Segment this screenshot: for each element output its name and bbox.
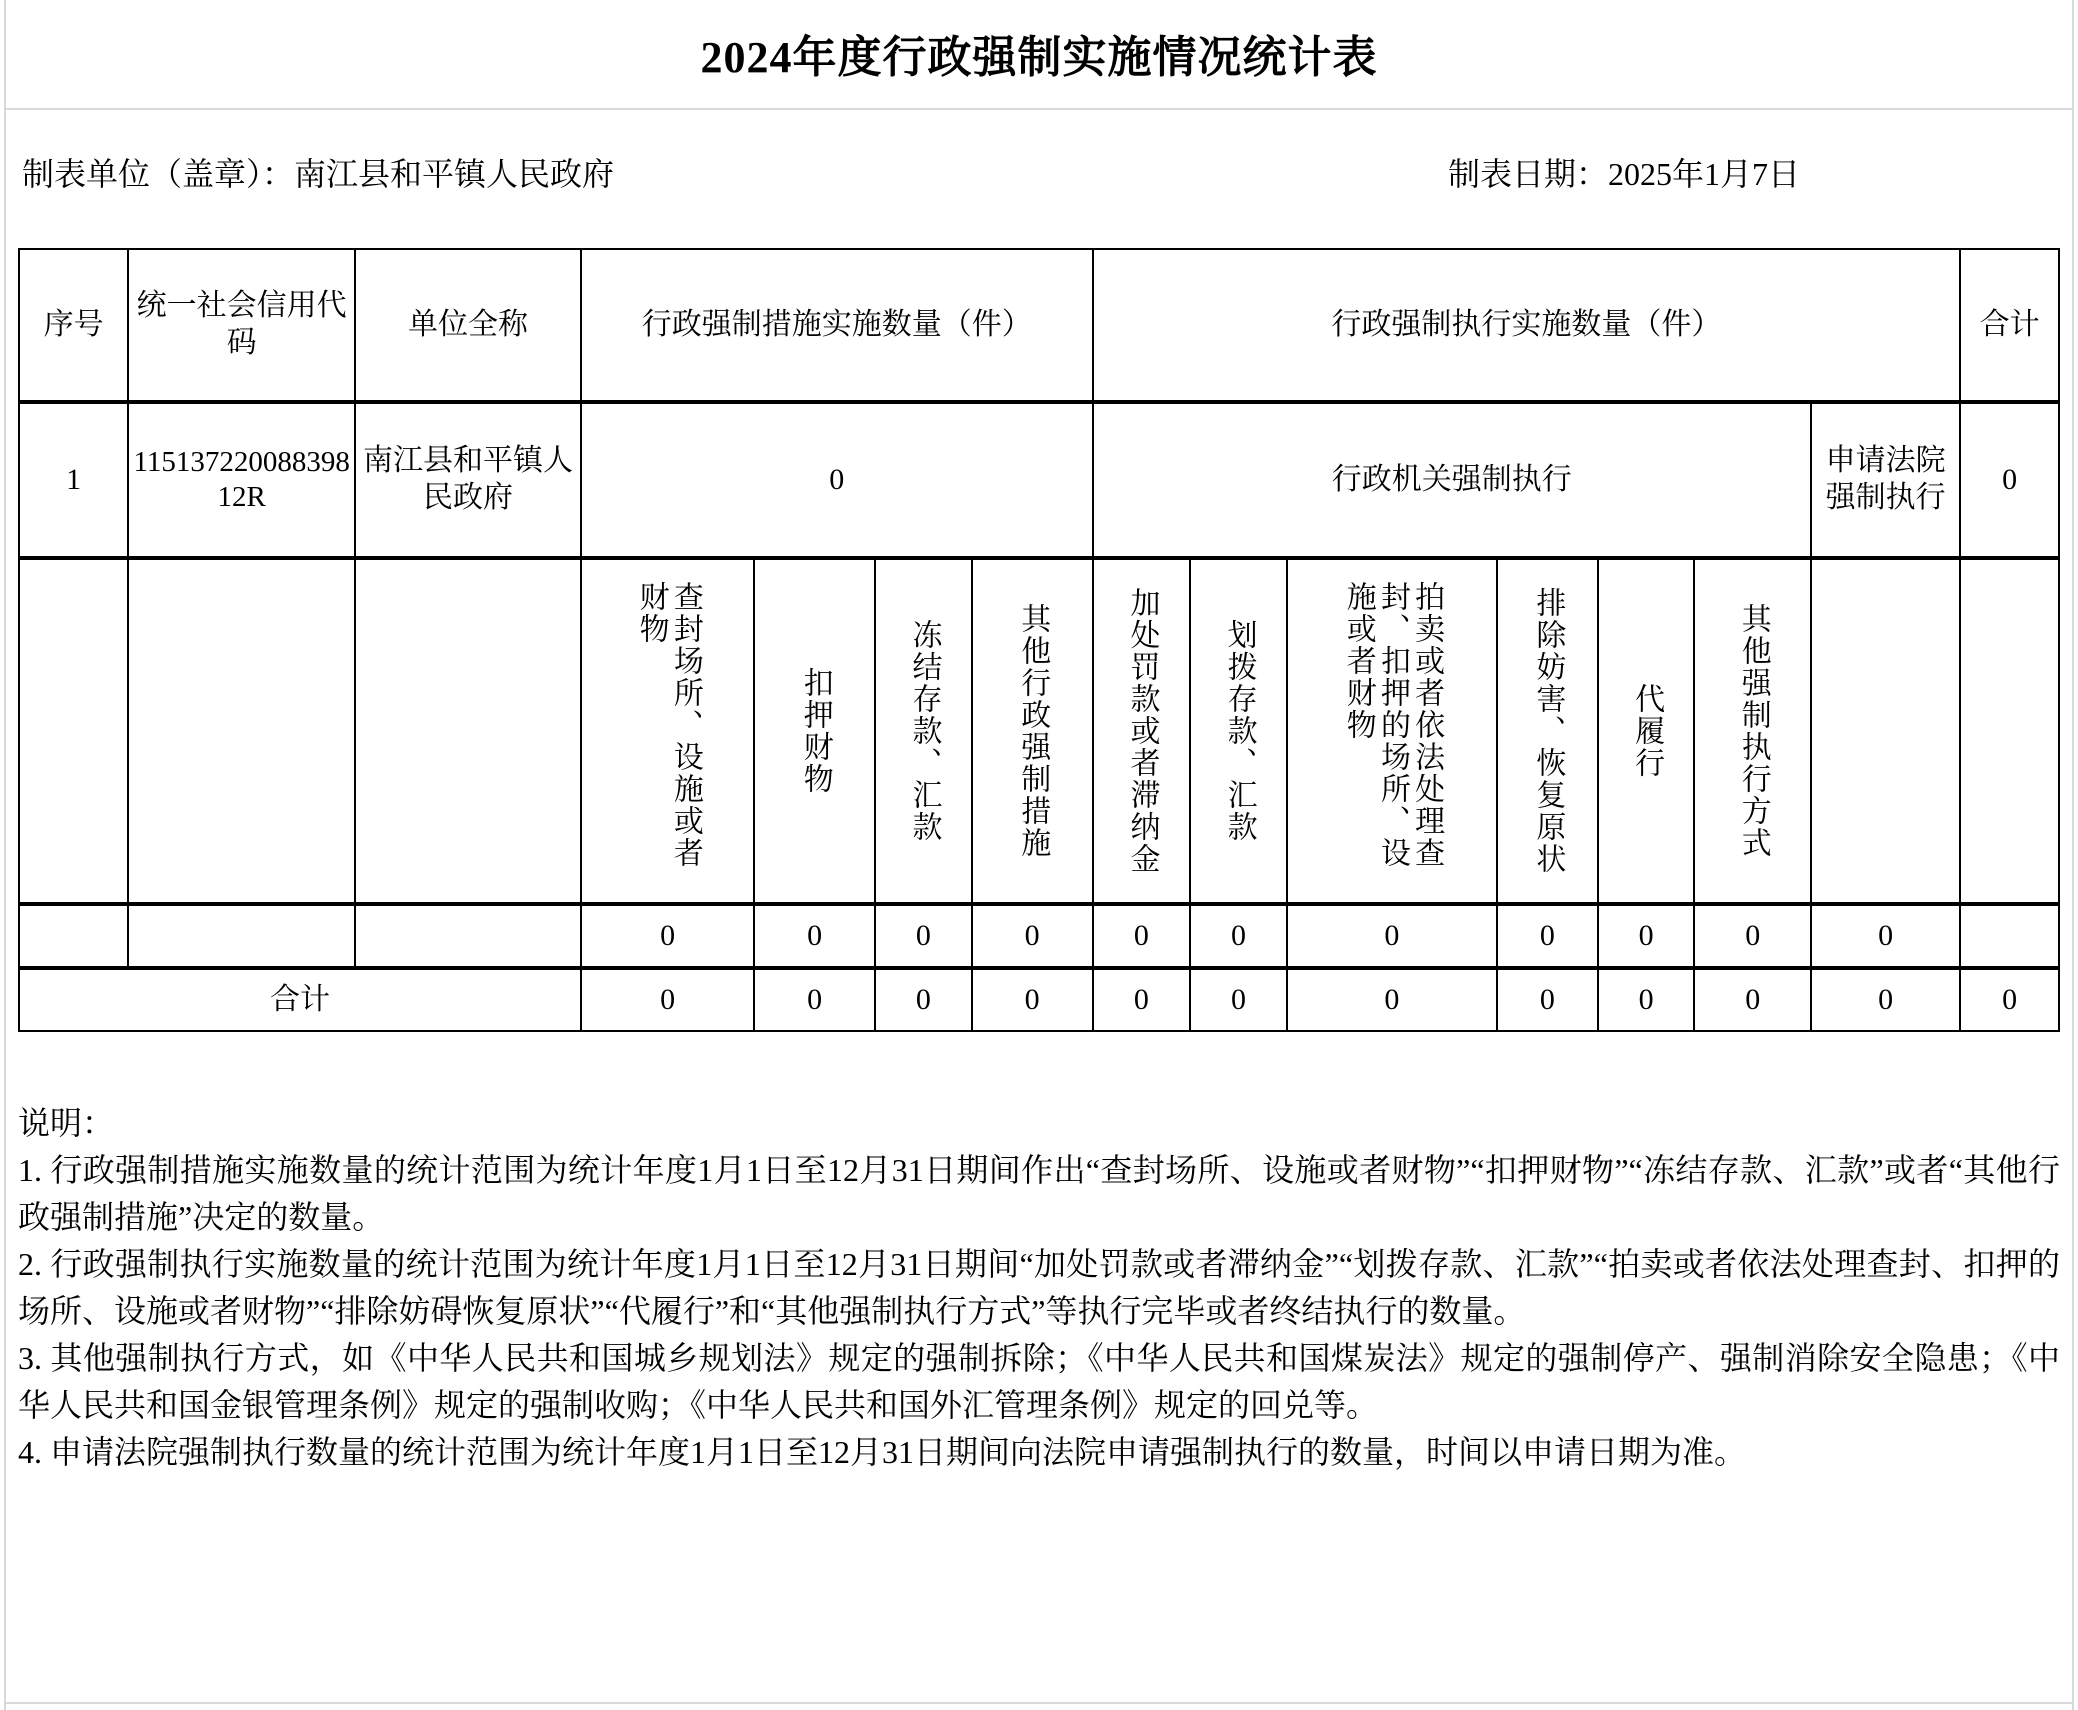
data-cell-total — [1960, 904, 2059, 968]
table-subheader-row — [19, 558, 2059, 904]
data-cell-value: 0 — [754, 904, 875, 968]
total-cell-value: 0 — [1598, 968, 1695, 1031]
row1-cell-measures-value: 0 — [581, 402, 1093, 558]
subheader-label: 划拨存款、汇款 — [1222, 619, 1256, 843]
subheader-label: 扣押财物 — [798, 667, 832, 795]
data-cell-value: 0 — [1190, 904, 1287, 968]
header-cell-credit-code: 统一社会信用代码 — [128, 249, 355, 402]
data-cell-value: 0 — [1811, 904, 1960, 968]
page-frame-bottom-rule — [4, 1702, 2074, 1704]
data-cell-credit-code — [128, 904, 355, 968]
header-cell-seq: 序号 — [19, 249, 128, 402]
statistics-table — [18, 248, 2060, 1032]
row1-cell-court-application: 申请法院强制执行 — [1811, 402, 1960, 558]
note-item-1: 1. 行政强制措施实施数量的统计范围为统计年度1月1日至12月31日期间作出“查封场所、设施或者财物”“扣押财物”“冻结存款、汇款”或者“其他行政强制措施”决定的数量。 — [18, 1152, 2060, 1235]
total-row-label: 合计 — [19, 968, 581, 1031]
subheader-cell-seq-blank — [19, 558, 128, 904]
header-cell-total: 合计 — [1960, 249, 2059, 402]
total-cell-value: 0 — [1190, 968, 1287, 1031]
total-cell-value: 0 — [581, 968, 754, 1031]
subheader-cell-transfer-deposit — [1190, 558, 1287, 904]
subheader-label: 冻结存款、汇款 — [907, 619, 941, 843]
notes-heading: 说明： — [18, 1105, 115, 1141]
row1-cell-credit-code: 11513722008839812R — [128, 402, 355, 558]
data-cell-unit-name — [355, 904, 581, 968]
row1-cell-agency-enforcement: 行政机关强制执行 — [1093, 402, 1811, 558]
table-data-row — [19, 904, 2059, 968]
subheader-cell-freeze-deposit — [875, 558, 972, 904]
total-cell-value: 0 — [754, 968, 875, 1031]
total-cell-value: 0 — [1497, 968, 1598, 1031]
data-cell-value: 0 — [1287, 904, 1497, 968]
notes-section — [18, 1100, 2060, 1476]
subheader-cell-auction-disposal — [1287, 558, 1497, 904]
data-cell-seq — [19, 904, 128, 968]
total-cell-value: 0 — [1694, 968, 1811, 1031]
header-cell-measures-group: 行政强制措施实施数量（件） — [581, 249, 1093, 402]
subheader-cell-other-enforcement — [1694, 558, 1811, 904]
note-item-4: 4. 申请法院强制执行数量的统计范围为统计年度1月1日至12月31日期间向法院申请强制执行的数量，时间以申请日期为准。 — [18, 1434, 1747, 1470]
page-frame-top-rule — [4, 108, 2074, 110]
header-cell-unit-name: 单位全称 — [355, 249, 581, 402]
note-item-3: 3. 其他强制执行方式，如《中华人民共和国城乡规划法》规定的强制拆除；《中华人民共和国煤炭法》规定的强制停产、强制消除安全隐患；《中华人民共和国金银管理条例》规定的强制收购；《中华人民共和国外汇管理条例》规定的回兑等。 — [18, 1340, 2060, 1423]
data-cell-value: 0 — [875, 904, 972, 968]
data-cell-value: 0 — [1694, 904, 1811, 968]
subheader-label: 其他行政强制措施 — [1016, 603, 1050, 859]
data-cell-value: 0 — [972, 904, 1093, 968]
page-frame-right-border — [2072, 0, 2074, 1710]
table-total-row — [19, 968, 2059, 1031]
subheader-cell-remove-obstruction — [1497, 558, 1598, 904]
preparing-date-label: 制表日期：2025年1月7日 — [1448, 156, 1801, 192]
total-cell-value: 0 — [1287, 968, 1497, 1031]
subheader-cell-total-blank — [1960, 558, 2059, 904]
subheader-label: 其他强制执行方式 — [1736, 603, 1770, 859]
subheader-cell-other-measures — [972, 558, 1093, 904]
subheader-cell-unit-name-blank — [355, 558, 581, 904]
subheader-cell-substitute-performance — [1598, 558, 1695, 904]
subheader-cell-credit-code-blank — [128, 558, 355, 904]
table-row — [19, 402, 2059, 558]
note-item-2: 2. 行政强制执行实施数量的统计范围为统计年度1月1日至12月31日期间“加处罚款或者滞纳金”“划拨存款、汇款”“拍卖或者依法处理查封、扣押的场所、设施或者财物”“排除妨碍恢复原状”“代履行”和“其他强制执行方式”等执行完毕或者终结执行的数量。 — [18, 1246, 2060, 1329]
subheader-label: 拍卖或者依法处理查封、扣押的场所、设施或者财物 — [1341, 581, 1444, 869]
subheader-label: 加处罚款或者滞纳金 — [1125, 587, 1159, 875]
data-cell-value: 0 — [1093, 904, 1191, 968]
total-cell-value: 0 — [1093, 968, 1191, 1031]
row1-cell-total: 0 — [1960, 402, 2059, 558]
data-cell-value: 0 — [1497, 904, 1598, 968]
data-cell-value: 0 — [581, 904, 754, 968]
table-header-row — [19, 249, 2059, 402]
subheader-cell-detain-property — [754, 558, 875, 904]
subheader-label: 查封场所、设施或者财物 — [634, 581, 702, 869]
data-cell-value: 0 — [1598, 904, 1695, 968]
total-cell-grand-total: 0 — [1960, 968, 2059, 1031]
subheader-label: 排除妨害、恢复原状 — [1531, 587, 1565, 875]
subheader-cell-additional-fine — [1093, 558, 1191, 904]
subheader-cell-seal-property — [581, 558, 754, 904]
page-title: 2024年度行政强制实施情况统计表 — [700, 33, 1378, 82]
subheader-label: 代履行 — [1630, 683, 1664, 779]
total-cell-value: 0 — [972, 968, 1093, 1031]
row1-cell-seq: 1 — [19, 402, 128, 558]
header-cell-enforcement-group: 行政强制执行实施数量（件） — [1093, 249, 1961, 402]
preparing-unit-label: 制表单位（盖章）：南江县和平镇人民政府 — [22, 156, 615, 192]
total-cell-value: 0 — [875, 968, 972, 1031]
subheader-cell-court-blank — [1811, 558, 1960, 904]
total-cell-value: 0 — [1811, 968, 1960, 1031]
page-frame-left-border — [4, 0, 6, 1710]
row1-cell-unit-name: 南江县和平镇人民政府 — [355, 402, 581, 558]
